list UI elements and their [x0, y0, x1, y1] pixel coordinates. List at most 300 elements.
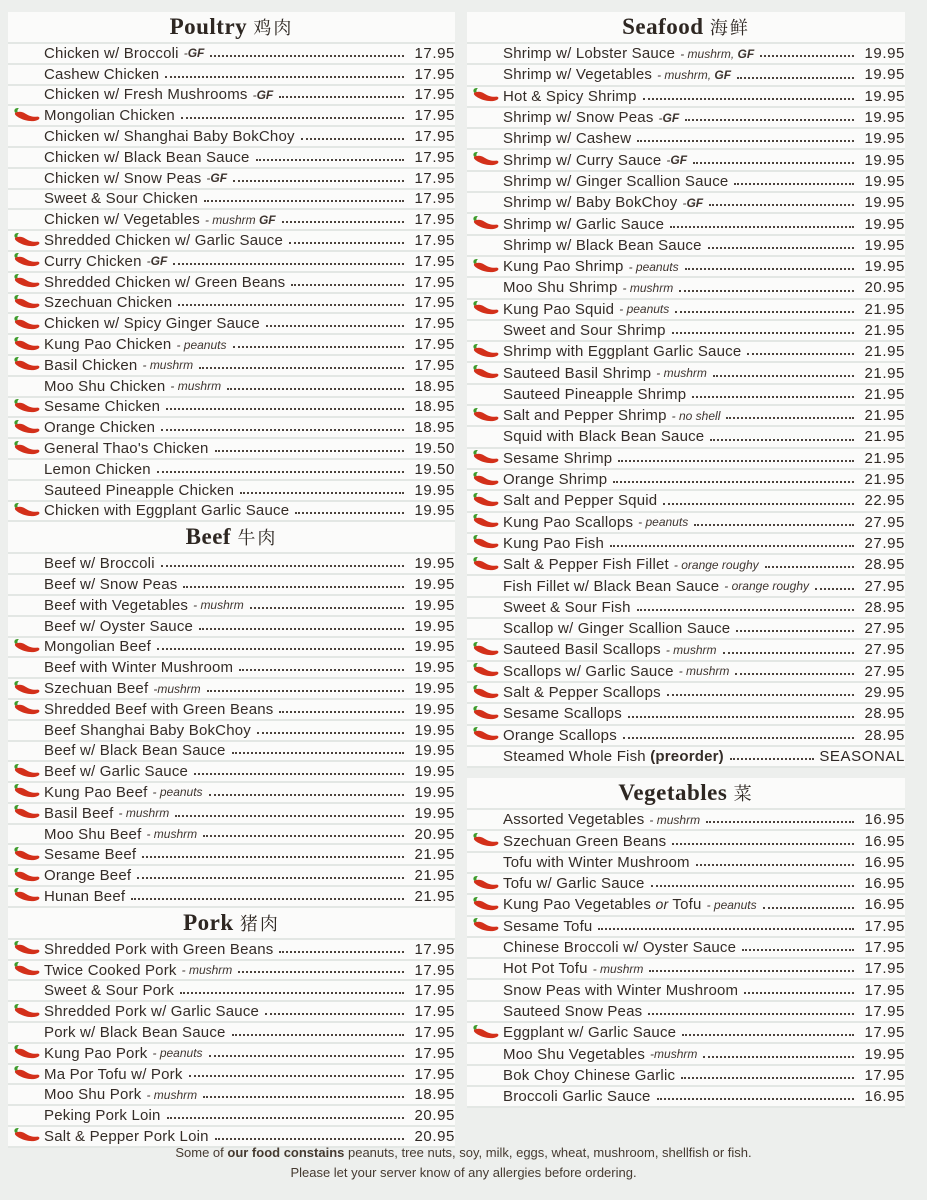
chili-pepper-icon — [8, 763, 44, 781]
menu-item-row — [8, 439, 455, 460]
menu-item-name: Kung Pao Shrimp — [503, 258, 624, 276]
dotted-leader — [706, 821, 854, 823]
section-header — [8, 908, 455, 940]
menu-item-name: Sauteed Pineapple Chicken — [44, 481, 235, 499]
menu-item-price: 19.95 — [864, 130, 905, 148]
menu-item-price: 17.95 — [864, 917, 905, 935]
menu-item-price: 28.95 — [864, 556, 905, 574]
menu-item-name: General Thao's Chicken — [44, 440, 209, 458]
menu-item-price: 19.95 — [864, 66, 905, 84]
dotted-leader — [161, 429, 404, 431]
menu-item-name: Chicken w/ Vegetables — [44, 211, 200, 229]
dotted-leader — [618, 460, 854, 462]
menu-item-note: - mushrm — [146, 827, 198, 842]
chili-pepper-icon — [467, 641, 503, 659]
menu-item-note: -mushrm — [650, 1047, 698, 1061]
chili-pepper-icon — [8, 252, 44, 270]
menu-item-price: 20.95 — [864, 279, 905, 297]
menu-item-name: Sauteed Basil Shrimp — [503, 364, 652, 382]
menu-item-row — [467, 406, 905, 427]
menu-item-name: Bok Choy Chinese Garlic — [503, 1066, 676, 1084]
menu-item-note: -mushrm — [153, 681, 201, 696]
section-title-chinese: 牛肉 — [237, 528, 278, 549]
menu-item-note: -GF — [146, 254, 168, 269]
dotted-leader — [648, 1013, 854, 1015]
dotted-leader — [649, 970, 854, 972]
menu-item-name: Sweet & Sour Pork — [44, 982, 175, 1000]
dotted-leader — [643, 98, 854, 100]
chili-pepper-icon — [467, 662, 503, 680]
menu-item-row — [467, 747, 905, 768]
dotted-leader — [142, 856, 404, 858]
menu-item-note: - mushrm — [622, 280, 674, 295]
menu-item-name: Sweet & Sour Chicken — [44, 190, 199, 208]
menu-item-name: Shrimp with Eggplant Garlic Sauce — [503, 343, 742, 361]
menu-item-row — [467, 726, 905, 747]
menu-item-price: 27.95 — [864, 662, 905, 680]
menu-item-row — [467, 278, 905, 299]
menu-item-price: 21.95 — [864, 428, 905, 446]
menu-item-price: 17.95 — [414, 86, 455, 104]
section-vegetables — [467, 778, 905, 1108]
menu-item-row — [8, 86, 455, 107]
menu-item-row — [8, 1085, 455, 1106]
menu-item-note: - mushrm — [656, 366, 707, 381]
chili-pepper-icon — [467, 343, 503, 361]
menu-item-row — [467, 917, 905, 938]
menu-item-note: - mushrm — [142, 358, 194, 373]
menu-item-name: Eggplant w/ Garlic Sauce — [503, 1024, 677, 1042]
menu-item-row — [467, 342, 905, 363]
menu-item-price: 17.95 — [414, 1065, 455, 1083]
menu-item-row — [467, 980, 905, 1001]
menu-item-price: 17.95 — [864, 939, 905, 957]
menu-item-row — [467, 683, 905, 704]
section-title-chinese: 海鲜 — [709, 18, 750, 38]
dotted-leader — [181, 117, 404, 119]
dotted-leader — [250, 607, 404, 609]
dotted-leader — [670, 226, 854, 228]
menu-item-name: Beef Shanghai Baby BokChoy — [44, 721, 252, 739]
section-title: Poultry — [169, 14, 248, 39]
section-header — [467, 12, 905, 44]
chili-pepper-icon — [8, 804, 44, 822]
dotted-leader — [763, 907, 854, 909]
chili-pepper-icon — [467, 407, 503, 425]
dotted-leader — [613, 481, 854, 483]
dotted-leader — [239, 669, 404, 671]
dotted-leader — [166, 408, 404, 410]
menu-item-name: Snow Peas with Winter Mushroom — [503, 981, 739, 999]
menu-item-name: Shredded Pork with Green Beans — [44, 940, 274, 958]
menu-item-price: 19.95 — [864, 87, 905, 105]
dotted-leader — [215, 450, 404, 452]
menu-item-price: SEASONAL — [819, 747, 905, 765]
menu-item-name: Pork w/ Black Bean Sauce — [44, 1023, 226, 1041]
menu-item-price: 19.95 — [864, 1045, 905, 1063]
chili-pepper-icon — [467, 215, 503, 233]
menu-item-row — [8, 887, 455, 908]
menu-item-name: Shrimp w/ Cashew — [503, 130, 632, 148]
dotted-leader — [679, 290, 854, 292]
menu-item-name: Ma Por Tofu w/ Pork — [44, 1065, 183, 1083]
menu-item-name: Shredded Chicken w/ Garlic Sauce — [44, 232, 284, 250]
chili-pepper-icon — [467, 832, 503, 850]
dotted-leader — [161, 565, 404, 567]
dotted-leader — [713, 375, 854, 377]
chili-pepper-icon — [467, 875, 503, 893]
menu-item-price: 18.95 — [414, 419, 455, 437]
menu-item-price: 19.50 — [414, 460, 455, 478]
chili-pepper-icon — [8, 887, 44, 905]
menu-item-name: Cashew Chicken — [44, 65, 160, 83]
dotted-leader — [265, 1013, 404, 1015]
menu-item-name: Sauteed Basil Scallops — [503, 641, 661, 659]
dotted-leader — [257, 732, 404, 734]
dotted-leader — [178, 304, 404, 306]
dotted-leader — [232, 1034, 404, 1036]
menu-item-row — [8, 65, 455, 86]
menu-item-name: Twice Cooked Pork — [44, 961, 177, 979]
chili-pepper-icon — [467, 258, 503, 276]
menu-item-row — [8, 314, 455, 335]
menu-item-price: 20.95 — [414, 825, 455, 843]
menu-item-price: 21.95 — [414, 846, 455, 864]
menu-item-price: 19.95 — [414, 783, 455, 801]
menu-item-row — [467, 704, 905, 725]
menu-item-row — [8, 679, 455, 700]
dotted-leader — [730, 758, 814, 760]
menu-item-row — [467, 449, 905, 470]
menu-item-row — [8, 1065, 455, 1086]
chili-pepper-icon — [8, 1003, 44, 1021]
dotted-leader — [685, 119, 854, 121]
menu-item-price: 17.95 — [414, 169, 455, 187]
menu-item-row — [8, 638, 455, 659]
menu-item-row — [8, 721, 455, 742]
section-poultry — [8, 12, 455, 522]
chili-pepper-icon — [8, 1044, 44, 1062]
menu-item-name: Salt & Pepper Scallops — [503, 684, 661, 702]
menu-item-name: Orange Chicken — [44, 419, 156, 437]
menu-item-name: Basil Beef — [44, 804, 114, 822]
menu-item-row — [467, 257, 905, 278]
menu-item-name: Sweet & Sour Fish — [503, 598, 631, 616]
menu-item-name: Shrimp w/ Garlic Sauce — [503, 215, 665, 233]
menu-item-price: 19.95 — [414, 680, 455, 697]
chili-pepper-icon — [467, 556, 503, 574]
menu-item-price: 17.95 — [414, 1003, 455, 1021]
chili-pepper-icon — [467, 364, 503, 382]
chili-pepper-icon — [467, 151, 503, 169]
menu-item-price: 21.95 — [864, 471, 905, 489]
menu-item-row — [467, 1002, 905, 1023]
menu-item-name: Shrimp w/ Black Bean Sauce — [503, 236, 702, 254]
menu-item-row — [8, 190, 455, 211]
menu-item-row — [8, 335, 455, 356]
menu-item-note: - peanuts — [619, 302, 670, 317]
menu-item-price: 28.95 — [864, 726, 905, 744]
dotted-leader — [282, 221, 404, 223]
menu-item-note: -GF — [658, 110, 680, 125]
menu-item-row — [467, 491, 905, 512]
dotted-leader — [692, 396, 854, 398]
menu-item-name: Shrimp w/ Snow Peas — [503, 109, 654, 127]
menu-item-name: Moo Shu Chicken — [44, 377, 166, 395]
menu-item-name: Fish Fillet w/ Black Bean Sauce — [503, 577, 720, 595]
menu-item-name: Chicken w/ Broccoli — [44, 44, 179, 62]
menu-item-price: 21.95 — [864, 343, 905, 361]
menu-item-name: Sauteed Snow Peas — [503, 1002, 643, 1020]
dotted-leader — [726, 417, 854, 419]
menu-item-price: 17.95 — [414, 940, 455, 958]
menu-item-price: 17.95 — [414, 65, 455, 83]
menu-item-row — [467, 598, 905, 619]
chili-pepper-icon — [467, 471, 503, 489]
menu-item-row — [467, 44, 905, 65]
menu-item-row — [8, 502, 455, 523]
menu-item-row — [8, 106, 455, 127]
chili-pepper-icon — [467, 513, 503, 531]
menu-item-note: - mushrm, GF — [657, 67, 732, 82]
menu-item-row — [8, 825, 455, 846]
menu-item-price: 17.95 — [414, 336, 455, 354]
menu-item-price: 17.95 — [414, 107, 455, 125]
menu-item-note: - mushrm — [118, 806, 170, 821]
menu-item-row — [8, 981, 455, 1002]
menu-item-row — [467, 513, 905, 534]
menu-item-note: - orange roughy — [673, 557, 759, 572]
dotted-leader — [173, 263, 404, 265]
menu-item-price: 17.95 — [864, 1024, 905, 1042]
dotted-leader — [279, 711, 404, 713]
chili-pepper-icon — [8, 232, 44, 250]
dotted-leader — [233, 346, 405, 348]
menu-item-row — [467, 87, 905, 108]
menu-item-price: 19.95 — [414, 638, 455, 656]
menu-item-note: - mushrm — [193, 598, 244, 613]
menu-item-note: -GF — [206, 171, 228, 186]
section-title-chinese: 鸡肉 — [253, 18, 294, 38]
dotted-leader — [157, 648, 404, 650]
menu-item-price: 17.95 — [414, 232, 455, 250]
menu-item-row — [467, 534, 905, 555]
menu-item-name: Moo Shu Vegetables — [503, 1045, 646, 1063]
dotted-leader — [657, 1098, 854, 1100]
menu-item-name: Sesame Shrimp — [503, 449, 613, 467]
dotted-leader — [209, 794, 404, 796]
menu-item-row — [8, 294, 455, 315]
menu-item-name: Shrimp w/ Baby BokChoy — [503, 194, 678, 212]
chili-pepper-icon — [8, 398, 44, 416]
dotted-leader — [215, 1138, 404, 1140]
menu-item-row — [467, 214, 905, 235]
menu-item-row — [8, 742, 455, 763]
menu-item-name: Salt and Pepper Squid — [503, 492, 658, 510]
dotted-leader — [682, 1034, 854, 1036]
menu-item-note: - peanuts — [152, 1046, 203, 1061]
menu-item-name: Shredded Pork w/ Garlic Sauce — [44, 1003, 260, 1021]
chili-pepper-icon — [8, 502, 44, 520]
chili-pepper-icon — [467, 300, 503, 318]
dotted-leader — [623, 737, 854, 739]
dotted-leader — [289, 242, 404, 244]
menu-item-row — [8, 940, 455, 961]
section-header — [8, 522, 455, 554]
menu-item-row — [8, 617, 455, 638]
menu-item-row — [467, 1066, 905, 1087]
allergy-line-2: Please let your server know of any allergies before ordering. — [290, 1165, 637, 1180]
chili-pepper-icon — [467, 896, 503, 914]
menu-item-name: Moo Shu Pork — [44, 1086, 142, 1104]
section-seafood — [467, 12, 905, 768]
menu-item-name: Sweet and Sour Shrimp — [503, 322, 666, 339]
chili-pepper-icon — [8, 273, 44, 291]
menu-item-name: Kung Pao Vegetables or Tofu — [503, 896, 702, 914]
section-title: Pork — [183, 909, 234, 935]
menu-item-row — [8, 700, 455, 721]
menu-item-row — [467, 640, 905, 661]
menu-item-note: - orange roughy — [724, 579, 810, 594]
allergy-line-1-rest: peanuts, tree nuts, soy, milk, eggs, wheat, mushroom, shellfish or fish. — [344, 1145, 752, 1160]
menu-item-name: Chicken with Eggplant Garlic Sauce — [44, 502, 290, 520]
menu-item-row — [8, 127, 455, 148]
menu-item-price: 28.95 — [864, 705, 905, 723]
menu-item-row — [8, 658, 455, 679]
menu-item-name: Salt & Pepper Pork Loin — [44, 1127, 209, 1145]
allergy-line-1-prefix: Some of — [175, 1145, 228, 1160]
menu-item-row — [467, 619, 905, 640]
menu-item-row — [8, 554, 455, 575]
dotted-leader — [723, 652, 855, 654]
section-title-chinese: 菜 — [733, 784, 754, 805]
menu-item-name: Steamed Whole Fish (preorder) — [503, 747, 724, 765]
menu-item-note: - peanuts — [638, 515, 689, 530]
menu-item-price: 22.95 — [864, 492, 905, 510]
menu-item-name: Tofu w/ Garlic Sauce — [503, 875, 645, 893]
chili-pepper-icon — [8, 700, 44, 718]
menu-item-price: 19.95 — [414, 700, 455, 718]
dotted-leader — [183, 586, 404, 588]
dotted-leader — [747, 353, 854, 355]
dotted-leader — [696, 864, 854, 866]
menu-item-price: 17.95 — [414, 273, 455, 291]
menu-item-price: 29.95 — [864, 684, 905, 702]
menu-item-name: Sesame Tofu — [503, 917, 593, 935]
menu-item-price: 21.95 — [864, 322, 905, 339]
dotted-leader — [232, 752, 404, 754]
menu-item-row — [467, 470, 905, 491]
chili-pepper-icon — [467, 726, 503, 744]
menu-item-row — [8, 1002, 455, 1023]
menu-item-name: Tofu with Winter Mushroom — [503, 853, 690, 871]
menu-item-note: - mushrm, GF — [680, 46, 755, 61]
menu-item-name: Hot Pot Tofu — [503, 960, 588, 978]
dotted-leader — [233, 180, 404, 182]
menu-item-name: Beef with Winter Mushroom — [44, 659, 234, 677]
dotted-leader — [203, 1096, 404, 1098]
menu-item-price: 16.95 — [864, 875, 905, 893]
menu-item-name: Beef with Vegetables — [44, 596, 189, 614]
menu-item-price: 17.95 — [864, 960, 905, 978]
menu-item-row — [467, 129, 905, 150]
menu-item-row — [8, 210, 455, 231]
dotted-leader — [703, 1056, 854, 1058]
menu-item-price: 19.95 — [414, 617, 455, 635]
menu-item-name: Sesame Beef — [44, 846, 137, 864]
menu-item-name: Peking Pork Loin — [44, 1107, 161, 1125]
menu-item-price: 17.95 — [414, 211, 455, 229]
menu-item-row — [467, 662, 905, 683]
menu-item-name: Kung Pao Squid — [503, 300, 615, 318]
menu-item-price: 21.95 — [864, 364, 905, 382]
menu-item-price: 17.95 — [864, 981, 905, 999]
chili-pepper-icon — [8, 940, 44, 958]
menu-item-price: 19.95 — [864, 215, 905, 233]
menu-item-price: 27.95 — [864, 513, 905, 531]
dotted-leader — [203, 835, 404, 837]
dotted-leader — [199, 628, 404, 630]
dotted-leader — [735, 673, 854, 675]
allergy-line-1 — [0, 1143, 927, 1163]
menu-item-price: 19.95 — [414, 763, 455, 781]
dotted-leader — [637, 140, 854, 142]
menu-item-name: Chicken w/ Shanghai Baby BokChoy — [44, 128, 295, 146]
menu-item-name: Beef w/ Garlic Sauce — [44, 763, 189, 781]
menu-item-price: 19.95 — [414, 659, 455, 677]
dotted-leader — [165, 76, 404, 78]
menu-item-name: Squid with Black Bean Sauce — [503, 428, 705, 446]
menu-item-row — [8, 783, 455, 804]
dotted-leader — [167, 1117, 404, 1119]
menu-item-price: 16.95 — [864, 832, 905, 850]
chili-pepper-icon — [8, 867, 44, 885]
section-header — [8, 12, 455, 44]
menu-item-row — [467, 427, 905, 448]
section-title: Beef — [185, 524, 232, 550]
dotted-leader — [760, 55, 854, 57]
dotted-leader — [672, 332, 854, 334]
dotted-leader — [628, 716, 854, 718]
menu-item-row — [8, 845, 455, 866]
menu-item-name: Kung Pao Beef — [44, 783, 148, 801]
chili-pepper-icon — [467, 705, 503, 723]
menu-item-note: -GF — [183, 46, 205, 61]
menu-item-price: 16.95 — [864, 896, 905, 914]
menu-item-note: - mushrm — [170, 379, 222, 394]
dotted-leader — [199, 367, 404, 369]
dotted-leader — [207, 690, 404, 692]
dotted-leader — [708, 247, 854, 249]
menu-item-row — [467, 576, 905, 597]
dotted-leader — [279, 96, 404, 98]
menu-item-price: 27.95 — [864, 620, 905, 638]
dotted-leader — [266, 325, 404, 327]
dotted-leader — [637, 609, 854, 611]
menu-item-price: 20.95 — [414, 1107, 455, 1125]
menu-item-price: 19.50 — [414, 440, 455, 458]
menu-item-price: 19.95 — [414, 596, 455, 614]
dotted-leader — [742, 949, 854, 951]
menu-item-name: Chicken w/ Spicy Ginger Sauce — [44, 315, 260, 333]
menu-item-price: 19.95 — [414, 502, 455, 520]
dotted-leader — [734, 183, 854, 185]
dotted-leader — [736, 630, 854, 632]
dotted-leader — [180, 992, 404, 994]
menu-item-price: 21.95 — [414, 867, 455, 885]
chili-pepper-icon — [8, 315, 44, 333]
menu-item-row — [467, 172, 905, 193]
